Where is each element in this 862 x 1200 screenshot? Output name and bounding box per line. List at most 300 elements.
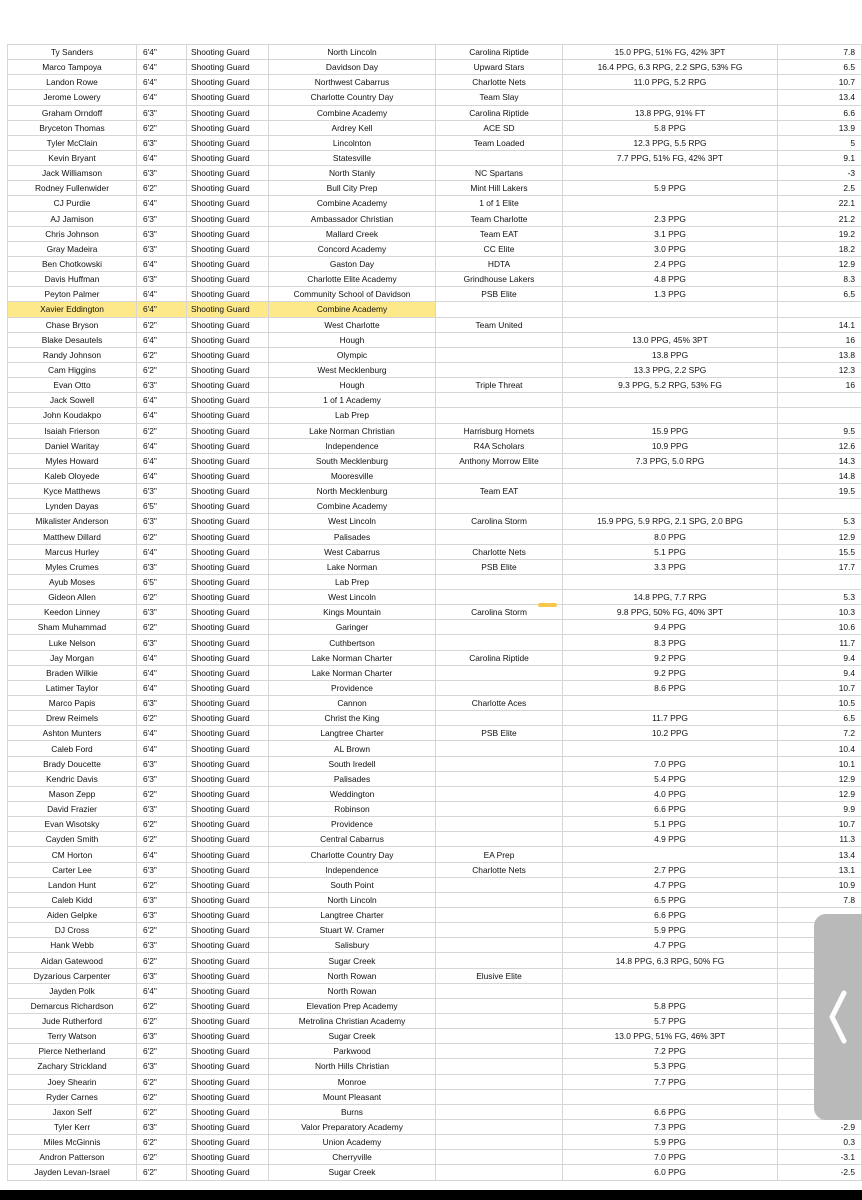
player-height: 6'4" xyxy=(137,680,187,695)
player-score: -2.5 xyxy=(778,1165,862,1180)
player-score: 14.1 xyxy=(778,317,862,332)
player-school: North Hills Christian xyxy=(269,1059,436,1074)
player-school: Charlotte Country Day xyxy=(269,90,436,105)
player-school: Lake Norman xyxy=(269,559,436,574)
table-row[interactable] xyxy=(8,605,862,620)
player-height: 6'2" xyxy=(137,923,187,938)
player-stats: 7.3 PPG, 5.0 RPG xyxy=(563,453,778,468)
highlight-mark xyxy=(538,603,557,607)
player-height: 6'5" xyxy=(137,499,187,514)
player-team xyxy=(436,1150,563,1165)
table-row[interactable] xyxy=(8,696,862,711)
table-row[interactable] xyxy=(8,726,862,741)
player-score xyxy=(778,393,862,408)
table-row[interactable] xyxy=(8,75,862,90)
player-position: Shooting Guard xyxy=(187,741,269,756)
table-row[interactable] xyxy=(8,120,862,135)
player-name: Marco Papis xyxy=(8,696,137,711)
table-row[interactable] xyxy=(8,181,862,196)
player-score: 8.3 xyxy=(778,272,862,287)
player-team xyxy=(436,1029,563,1044)
player-score xyxy=(778,302,862,317)
table-row[interactable] xyxy=(8,196,862,211)
player-team: Team United xyxy=(436,317,563,332)
player-height: 6'4" xyxy=(137,408,187,423)
table-row[interactable] xyxy=(8,559,862,574)
player-height: 6'2" xyxy=(137,1089,187,1104)
player-height: 6'3" xyxy=(137,635,187,650)
player-school: Salisbury xyxy=(269,938,436,953)
player-school: Charlotte Country Day xyxy=(269,847,436,862)
player-school: Cuthbertson xyxy=(269,635,436,650)
table-row[interactable] xyxy=(8,529,862,544)
player-stats: 4.7 PPG xyxy=(563,877,778,892)
player-position: Shooting Guard xyxy=(187,983,269,998)
table-row[interactable] xyxy=(8,499,862,514)
table-row[interactable] xyxy=(8,771,862,786)
player-height: 6'2" xyxy=(137,620,187,635)
table-row[interactable] xyxy=(8,1135,862,1150)
player-position: Shooting Guard xyxy=(187,393,269,408)
table-row[interactable] xyxy=(8,877,862,892)
player-height: 6'2" xyxy=(137,181,187,196)
player-height: 6'3" xyxy=(137,105,187,120)
player-position: Shooting Guard xyxy=(187,559,269,574)
player-school: Lake Norman Charter xyxy=(269,665,436,680)
player-school: Palisades xyxy=(269,771,436,786)
table-row[interactable] xyxy=(8,484,862,499)
table-row[interactable] xyxy=(8,1165,862,1180)
player-height: 6'3" xyxy=(137,908,187,923)
player-stats: 5.3 PPG xyxy=(563,1059,778,1074)
player-school: Hough xyxy=(269,332,436,347)
player-stats: 9.4 PPG xyxy=(563,620,778,635)
player-height: 6'4" xyxy=(137,256,187,271)
table-row[interactable] xyxy=(8,1014,862,1029)
player-team: Charlotte Aces xyxy=(436,696,563,711)
player-school: Stuart W. Cramer xyxy=(269,923,436,938)
player-stats xyxy=(563,393,778,408)
player-name: Mason Zepp xyxy=(8,786,137,801)
player-stats xyxy=(563,468,778,483)
player-name: Cam Higgins xyxy=(8,362,137,377)
player-school: North Mecklenburg xyxy=(269,484,436,499)
table-row[interactable] xyxy=(8,711,862,726)
table-row[interactable] xyxy=(8,468,862,483)
player-position: Shooting Guard xyxy=(187,423,269,438)
table-row[interactable] xyxy=(8,393,862,408)
player-name: Ben Chotkowski xyxy=(8,256,137,271)
player-school: Monroe xyxy=(269,1074,436,1089)
player-position: Shooting Guard xyxy=(187,90,269,105)
player-team: Mint Hill Lakers xyxy=(436,181,563,196)
player-stats xyxy=(563,317,778,332)
player-team xyxy=(436,1089,563,1104)
player-score: 10.7 xyxy=(778,75,862,90)
player-team: Carolina Riptide xyxy=(436,105,563,120)
player-school: Combine Academy xyxy=(269,499,436,514)
table-row[interactable] xyxy=(8,1074,862,1089)
player-name: Rodney Fullenwider xyxy=(8,181,137,196)
player-name: Gray Madeira xyxy=(8,241,137,256)
table-row[interactable] xyxy=(8,166,862,181)
player-score: -2.9 xyxy=(778,1119,862,1134)
player-position: Shooting Guard xyxy=(187,998,269,1013)
table-row[interactable] xyxy=(8,362,862,377)
player-school: Mount Pleasant xyxy=(269,1089,436,1104)
chevron-left-icon xyxy=(827,989,849,1045)
table-row[interactable] xyxy=(8,105,862,120)
player-team: Charlotte Nets xyxy=(436,862,563,877)
player-name: Peyton Palmer xyxy=(8,287,137,302)
player-score: 12.9 xyxy=(778,786,862,801)
player-team xyxy=(436,711,563,726)
table-row[interactable] xyxy=(8,741,862,756)
player-position: Shooting Guard xyxy=(187,908,269,923)
player-stats: 5.9 PPG xyxy=(563,923,778,938)
player-stats: 10.2 PPG xyxy=(563,726,778,741)
player-school: North Stanly xyxy=(269,166,436,181)
player-team xyxy=(436,908,563,923)
player-height: 6'2" xyxy=(137,1150,187,1165)
player-score xyxy=(778,408,862,423)
table-row[interactable] xyxy=(8,45,862,60)
table-row[interactable] xyxy=(8,983,862,998)
player-team: Grindhouse Lakers xyxy=(436,272,563,287)
player-name: Daniel Waritay xyxy=(8,438,137,453)
player-stats: 5.8 PPG xyxy=(563,120,778,135)
player-team xyxy=(436,665,563,680)
table-row[interactable] xyxy=(8,680,862,695)
table-row[interactable] xyxy=(8,347,862,362)
player-stats xyxy=(563,499,778,514)
player-stats: 8.6 PPG xyxy=(563,680,778,695)
table-row[interactable] xyxy=(8,150,862,165)
player-team: 1 of 1 Elite xyxy=(436,196,563,211)
player-position: Shooting Guard xyxy=(187,953,269,968)
player-table-body xyxy=(8,45,862,1181)
player-position: Shooting Guard xyxy=(187,135,269,150)
player-team xyxy=(436,574,563,589)
player-team: HDTA xyxy=(436,256,563,271)
player-position: Shooting Guard xyxy=(187,1165,269,1180)
player-stats xyxy=(563,696,778,711)
player-name: Braden Wilkie xyxy=(8,665,137,680)
player-height: 6'3" xyxy=(137,892,187,907)
player-team: R4A Scholars xyxy=(436,438,563,453)
player-score: 6.5 xyxy=(778,287,862,302)
table-row[interactable] xyxy=(8,817,862,832)
table-row[interactable] xyxy=(8,938,862,953)
player-score: -3 xyxy=(778,166,862,181)
table-row[interactable] xyxy=(8,802,862,817)
player-name: DJ Cross xyxy=(8,923,137,938)
player-name: Pierce Netherland xyxy=(8,1044,137,1059)
table-row[interactable] xyxy=(8,1104,862,1119)
bottom-bar xyxy=(0,1190,862,1200)
player-stats: 10.9 PPG xyxy=(563,438,778,453)
table-row[interactable] xyxy=(8,60,862,75)
table-row[interactable] xyxy=(8,923,862,938)
player-school: South Mecklenburg xyxy=(269,453,436,468)
player-team: Upward Stars xyxy=(436,60,563,75)
player-score: -3.1 xyxy=(778,1150,862,1165)
player-name: Andron Patterson xyxy=(8,1150,137,1165)
player-school: Metrolina Christian Academy xyxy=(269,1014,436,1029)
player-team: Charlotte Nets xyxy=(436,75,563,90)
player-team: Team Loaded xyxy=(436,135,563,150)
player-name: Xavier Eddington xyxy=(8,302,137,317)
player-name: Luke Nelson xyxy=(8,635,137,650)
player-team: PSB Elite xyxy=(436,287,563,302)
player-school: Community School of Davidson xyxy=(269,287,436,302)
player-name: Joey Shearin xyxy=(8,1074,137,1089)
player-position: Shooting Guard xyxy=(187,105,269,120)
player-height: 6'3" xyxy=(137,226,187,241)
player-stats: 11.7 PPG xyxy=(563,711,778,726)
player-name: Landon Rowe xyxy=(8,75,137,90)
back-button[interactable] xyxy=(814,914,862,1120)
table-row[interactable] xyxy=(8,953,862,968)
table-row[interactable] xyxy=(8,302,862,317)
player-name: Evan Otto xyxy=(8,378,137,393)
player-score: 6.5 xyxy=(778,711,862,726)
table-row[interactable] xyxy=(8,256,862,271)
player-position: Shooting Guard xyxy=(187,120,269,135)
player-name: Landon Hunt xyxy=(8,877,137,892)
player-height: 6'3" xyxy=(137,559,187,574)
player-score: 13.9 xyxy=(778,120,862,135)
table-row[interactable] xyxy=(8,241,862,256)
player-name: Chris Johnson xyxy=(8,226,137,241)
player-school: Lincolnton xyxy=(269,135,436,150)
table-row[interactable] xyxy=(8,862,862,877)
table-row[interactable] xyxy=(8,514,862,529)
table-row[interactable] xyxy=(8,665,862,680)
player-school: Central Cabarrus xyxy=(269,832,436,847)
table-row[interactable] xyxy=(8,635,862,650)
table-row[interactable] xyxy=(8,908,862,923)
player-school: Lake Norman Charter xyxy=(269,650,436,665)
player-height: 6'2" xyxy=(137,711,187,726)
table-row[interactable] xyxy=(8,332,862,347)
player-position: Shooting Guard xyxy=(187,529,269,544)
player-height: 6'4" xyxy=(137,302,187,317)
table-row[interactable] xyxy=(8,211,862,226)
player-stats: 5.9 PPG xyxy=(563,1135,778,1150)
player-team xyxy=(436,1165,563,1180)
player-name: Evan Wisotsky xyxy=(8,817,137,832)
player-position: Shooting Guard xyxy=(187,408,269,423)
player-stats: 8.0 PPG xyxy=(563,529,778,544)
table-row[interactable] xyxy=(8,408,862,423)
table-row[interactable] xyxy=(8,423,862,438)
player-school: Elevation Prep Academy xyxy=(269,998,436,1013)
player-team xyxy=(436,998,563,1013)
player-height: 6'4" xyxy=(137,726,187,741)
table-row[interactable] xyxy=(8,650,862,665)
player-height: 6'3" xyxy=(137,756,187,771)
player-team xyxy=(436,680,563,695)
table-row[interactable] xyxy=(8,968,862,983)
player-team: Team Slay xyxy=(436,90,563,105)
player-name: Ryder Carnes xyxy=(8,1089,137,1104)
player-height: 6'4" xyxy=(137,150,187,165)
player-school: Valor Preparatory Academy xyxy=(269,1119,436,1134)
player-height: 6'3" xyxy=(137,605,187,620)
player-name: Latimer Taylor xyxy=(8,680,137,695)
player-school: Hough xyxy=(269,378,436,393)
table-row[interactable] xyxy=(8,1044,862,1059)
player-school: Parkwood xyxy=(269,1044,436,1059)
player-name: Myles Crumes xyxy=(8,559,137,574)
player-name: Drew Reimels xyxy=(8,711,137,726)
player-position: Shooting Guard xyxy=(187,802,269,817)
player-position: Shooting Guard xyxy=(187,1150,269,1165)
player-position: Shooting Guard xyxy=(187,786,269,801)
player-position: Shooting Guard xyxy=(187,1029,269,1044)
player-team: Elusive Elite xyxy=(436,968,563,983)
player-school: West Charlotte xyxy=(269,317,436,332)
player-name: Jaxon Self xyxy=(8,1104,137,1119)
table-row[interactable] xyxy=(8,226,862,241)
player-height: 6'4" xyxy=(137,438,187,453)
player-height: 6'4" xyxy=(137,60,187,75)
table-row[interactable] xyxy=(8,317,862,332)
table-row[interactable] xyxy=(8,378,862,393)
player-team: PSB Elite xyxy=(436,726,563,741)
player-score: 9.9 xyxy=(778,802,862,817)
player-score: 16 xyxy=(778,332,862,347)
player-school: Burns xyxy=(269,1104,436,1119)
table-row[interactable] xyxy=(8,847,862,862)
player-score: 0.3 xyxy=(778,1135,862,1150)
player-position: Shooting Guard xyxy=(187,544,269,559)
player-school: West Lincoln xyxy=(269,590,436,605)
table-row[interactable] xyxy=(8,135,862,150)
table-row[interactable] xyxy=(8,453,862,468)
table-row[interactable] xyxy=(8,438,862,453)
table-row[interactable] xyxy=(8,287,862,302)
player-stats: 9.3 PPG, 5.2 RPG, 53% FG xyxy=(563,378,778,393)
player-stats: 3.0 PPG xyxy=(563,241,778,256)
player-score xyxy=(778,499,862,514)
player-height: 6'2" xyxy=(137,998,187,1013)
player-team xyxy=(436,347,563,362)
player-score: 9.4 xyxy=(778,650,862,665)
player-stats: 6.0 PPG xyxy=(563,1165,778,1180)
player-position: Shooting Guard xyxy=(187,1044,269,1059)
table-row[interactable] xyxy=(8,1059,862,1074)
player-score: 12.9 xyxy=(778,256,862,271)
player-position: Shooting Guard xyxy=(187,1074,269,1089)
player-team xyxy=(436,771,563,786)
player-name: Bryceton Thomas xyxy=(8,120,137,135)
player-stats: 4.9 PPG xyxy=(563,832,778,847)
table-row[interactable] xyxy=(8,1029,862,1044)
player-stats xyxy=(563,1089,778,1104)
table-row[interactable] xyxy=(8,832,862,847)
player-position: Shooting Guard xyxy=(187,756,269,771)
player-stats: 5.9 PPG xyxy=(563,181,778,196)
player-school: West Lincoln xyxy=(269,514,436,529)
table-row[interactable] xyxy=(8,1119,862,1134)
table-row[interactable] xyxy=(8,1150,862,1165)
player-score: 10.5 xyxy=(778,696,862,711)
table-row[interactable] xyxy=(8,998,862,1013)
player-score: 17.7 xyxy=(778,559,862,574)
table-row[interactable] xyxy=(8,272,862,287)
player-name: Cayden Smith xyxy=(8,832,137,847)
player-school: North Rowan xyxy=(269,983,436,998)
player-position: Shooting Guard xyxy=(187,60,269,75)
player-school: Lake Norman Christian xyxy=(269,423,436,438)
player-name: Hank Webb xyxy=(8,938,137,953)
player-team xyxy=(436,1119,563,1134)
player-height: 6'3" xyxy=(137,771,187,786)
player-score: 19.5 xyxy=(778,484,862,499)
player-score: 13.4 xyxy=(778,90,862,105)
table-row[interactable] xyxy=(8,544,862,559)
player-team xyxy=(436,817,563,832)
player-name: Matthew Dillard xyxy=(8,529,137,544)
player-score: 10.7 xyxy=(778,680,862,695)
player-stats: 7.0 PPG xyxy=(563,1150,778,1165)
player-height: 6'3" xyxy=(137,211,187,226)
player-height: 6'4" xyxy=(137,544,187,559)
player-stats: 13.8 PPG xyxy=(563,347,778,362)
player-name: Jay Morgan xyxy=(8,650,137,665)
table-row[interactable] xyxy=(8,786,862,801)
player-stats: 13.0 PPG, 45% 3PT xyxy=(563,332,778,347)
table-row[interactable] xyxy=(8,590,862,605)
player-team xyxy=(436,892,563,907)
player-stats: 5.1 PPG xyxy=(563,817,778,832)
player-score: 7.2 xyxy=(778,726,862,741)
player-stats: 14.8 PPG, 6.3 RPG, 50% FG xyxy=(563,953,778,968)
table-row[interactable] xyxy=(8,90,862,105)
player-position: Shooting Guard xyxy=(187,574,269,589)
player-stats: 2.7 PPG xyxy=(563,862,778,877)
table-row[interactable] xyxy=(8,574,862,589)
player-stats: 7.7 PPG, 51% FG, 42% 3PT xyxy=(563,150,778,165)
player-school: South Point xyxy=(269,877,436,892)
player-team xyxy=(436,786,563,801)
player-height: 6'3" xyxy=(137,514,187,529)
table-row[interactable] xyxy=(8,620,862,635)
table-row[interactable] xyxy=(8,1089,862,1104)
player-school: Providence xyxy=(269,817,436,832)
player-stats: 7.2 PPG xyxy=(563,1044,778,1059)
player-stats: 11.0 PPG, 5.2 RPG xyxy=(563,75,778,90)
player-school: Cherryville xyxy=(269,1150,436,1165)
player-team xyxy=(436,408,563,423)
player-name: Carter Lee xyxy=(8,862,137,877)
player-height: 6'2" xyxy=(137,786,187,801)
player-height: 6'2" xyxy=(137,877,187,892)
player-team xyxy=(436,1014,563,1029)
player-position: Shooting Guard xyxy=(187,287,269,302)
player-score: 13.1 xyxy=(778,862,862,877)
player-stats: 12.3 PPG, 5.5 RPG xyxy=(563,135,778,150)
player-name: Mikalister Anderson xyxy=(8,514,137,529)
player-stats: 15.9 PPG, 5.9 RPG, 2.1 SPG, 2.0 BPG xyxy=(563,514,778,529)
player-team: Carolina Riptide xyxy=(436,650,563,665)
table-row[interactable] xyxy=(8,756,862,771)
player-stats: 6.5 PPG xyxy=(563,892,778,907)
table-row[interactable] xyxy=(8,892,862,907)
player-position: Shooting Guard xyxy=(187,514,269,529)
